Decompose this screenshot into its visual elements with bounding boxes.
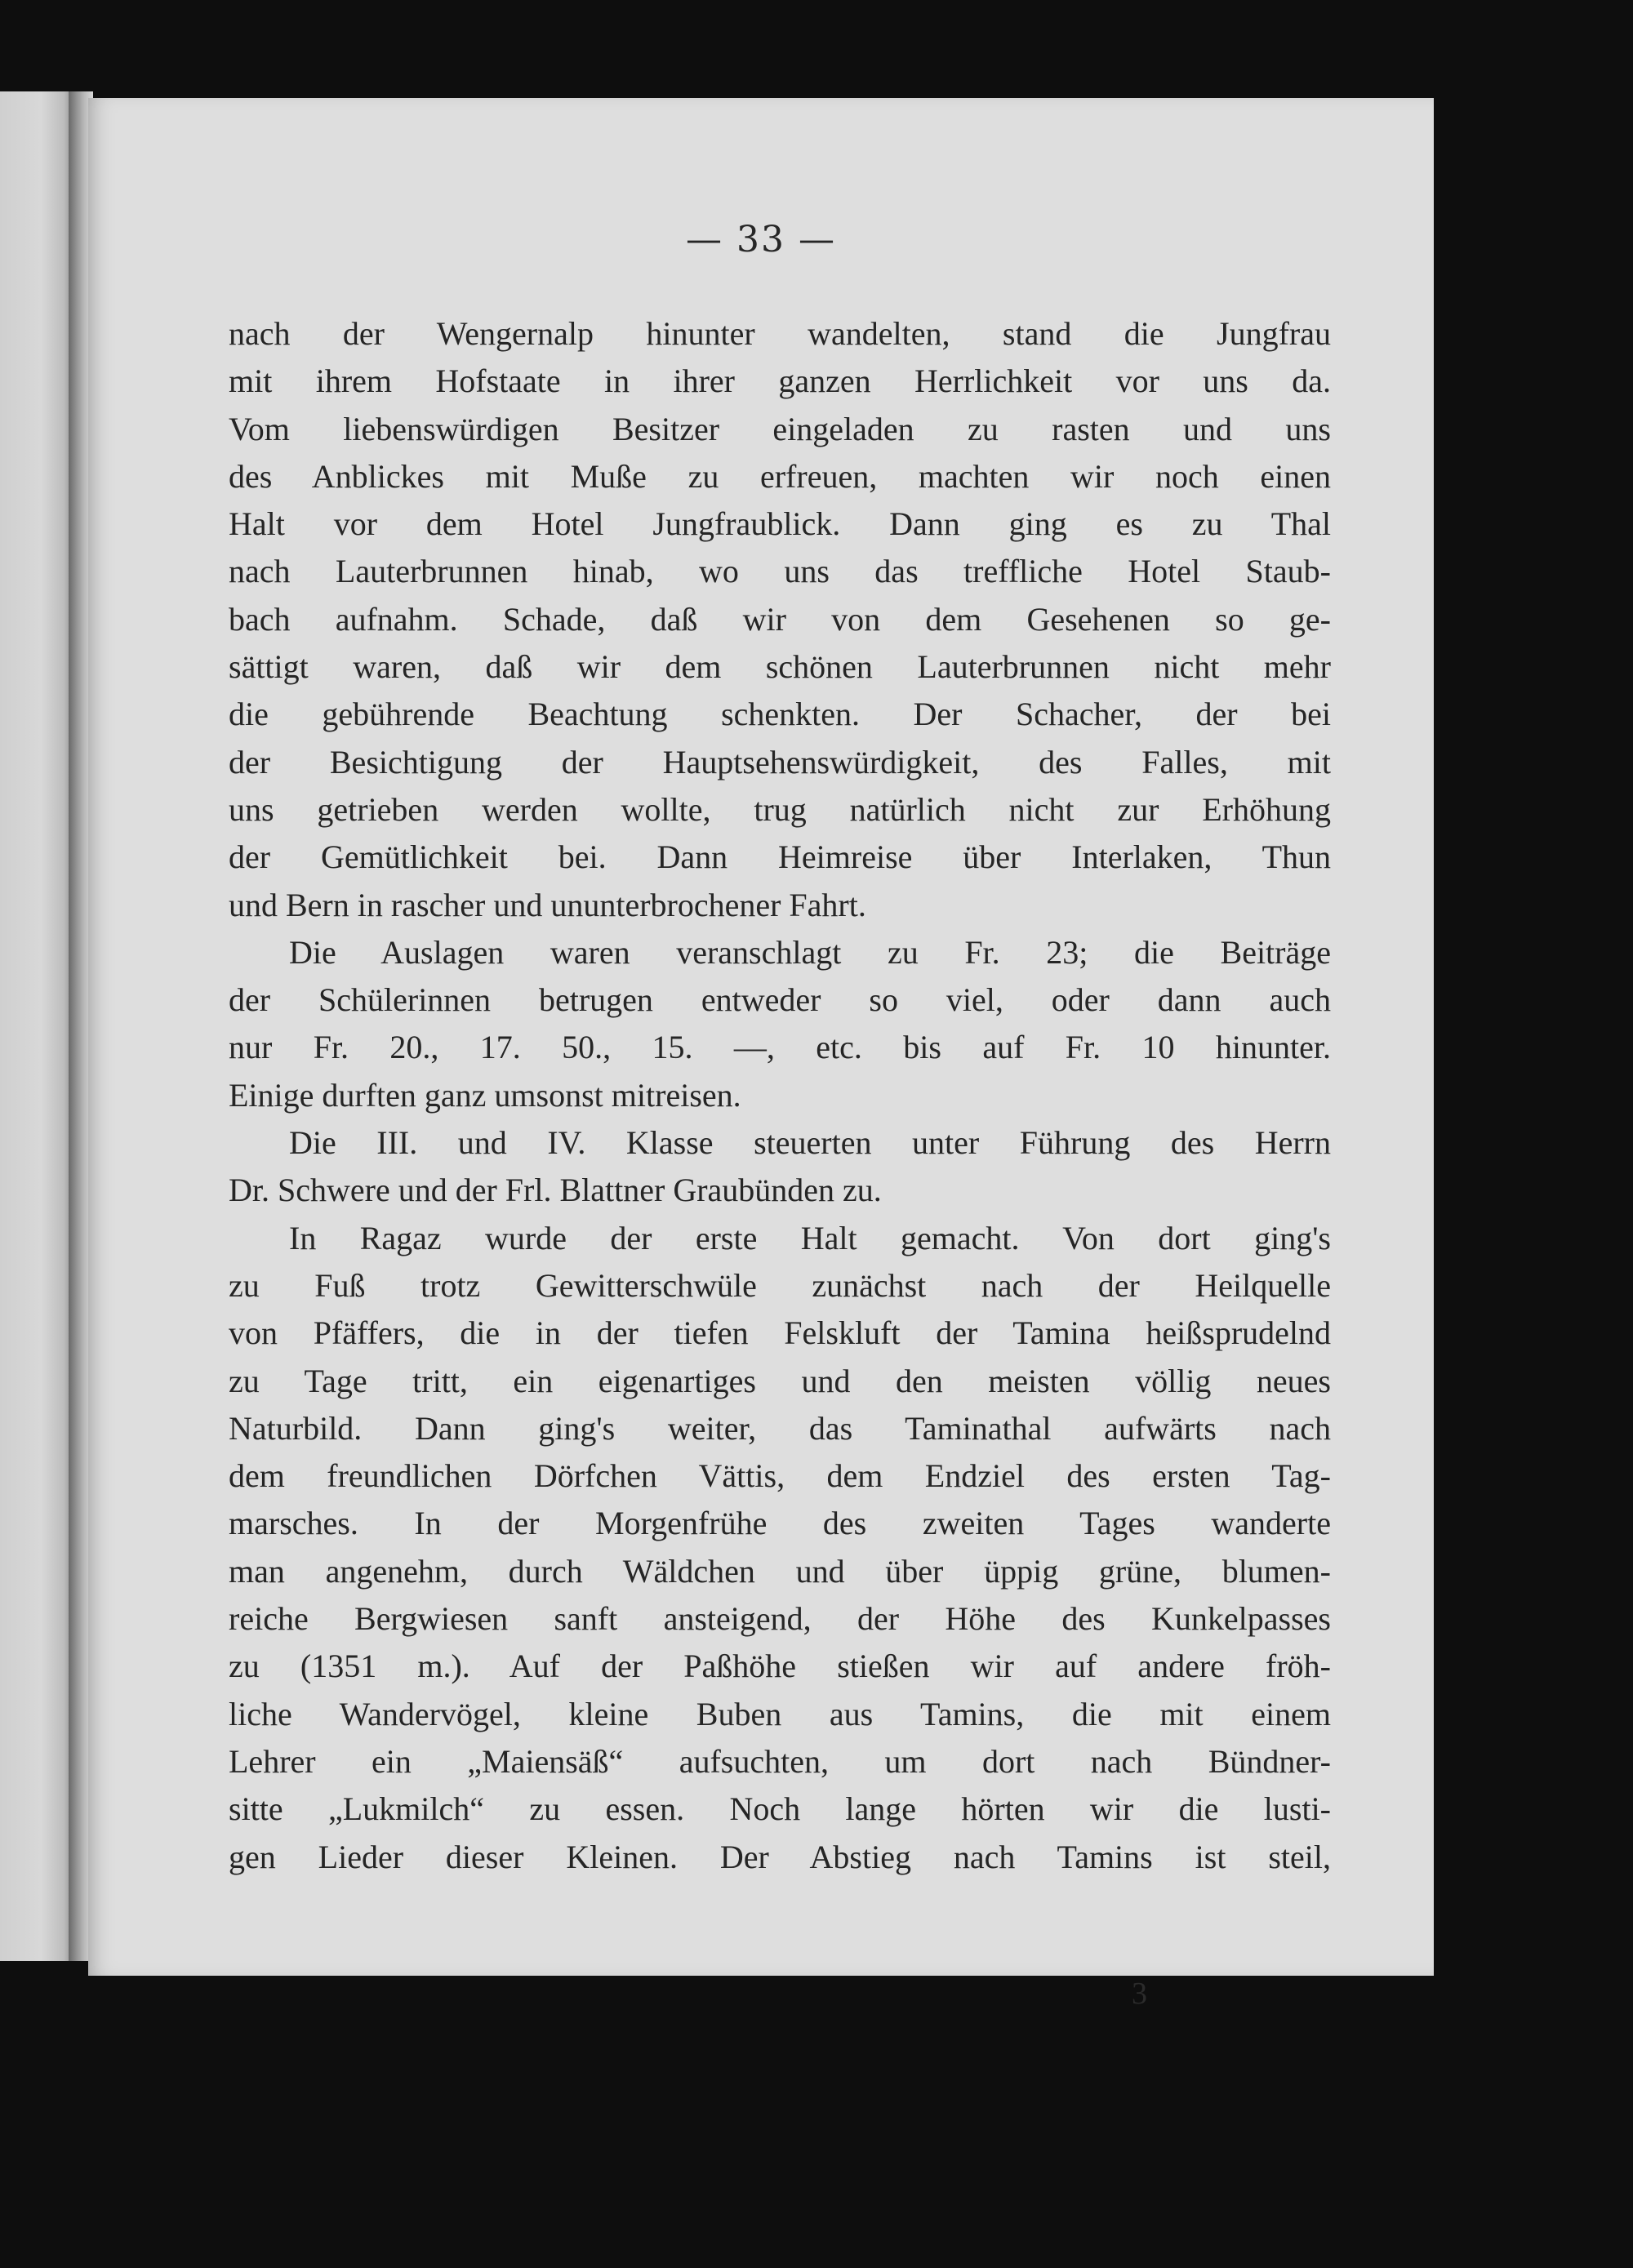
text-line: nach Lauterbrunnen hinab, wo uns das treffliche Hotel Staub- <box>229 553 1331 590</box>
text-line: liche Wandervögel, kleine Buben aus Tamins, die mit einem <box>229 1695 1331 1732</box>
text-line: Die Auslagen waren veranschlagt zu Fr. 23; die Beiträge <box>289 933 1331 971</box>
text-line: nur Fr. 20., 17. 50., 15. —, etc. bis auf Fr. 10 hinunter. <box>229 1029 1331 1066</box>
left-page-edge <box>0 91 75 1961</box>
signature-mark: 3 <box>1132 1977 1147 2011</box>
text-line: Die III. und IV. Klasse steuerten unter Führung des Herrn <box>289 1124 1331 1162</box>
text-line: von Pfäffers, die in der tiefen Felskluft der Tamina heißsprudelnd <box>229 1314 1331 1352</box>
text-line: Einige durften ganz umsonst mitreisen. <box>229 1076 741 1114</box>
body-text <box>229 310 1331 1881</box>
text-line: Dr. Schwere und der Frl. Blattner Graubünden zu. <box>229 1172 882 1209</box>
text-line: dem freundlichen Dörfchen Vättis, dem Endziel des ersten Tag- <box>229 1457 1331 1495</box>
text-line: sitte „Lukmilch“ zu essen. Noch lange hörten wir die lusti- <box>229 1790 1331 1828</box>
text-line: gen Lieder dieser Kleinen. Der Abstieg nach Tamins ist steil, <box>229 1838 1331 1875</box>
text-line: sättigt waren, daß wir dem schönen Lauterbrunnen nicht mehr <box>229 648 1331 686</box>
text-line: Halt vor dem Hotel Jungfraublick. Dann ging es zu Thal <box>229 505 1331 543</box>
text-line: uns getrieben werden wollte, trug natürlich nicht zur Erhöhung <box>229 790 1331 828</box>
text-line: man angenehm, durch Wäldchen und über üppig grüne, blumen- <box>229 1552 1331 1590</box>
text-line: marsches. In der Morgenfrühe des zweiten Tages wanderte <box>229 1505 1331 1542</box>
text-line: Vom liebenswürdigen Besitzer eingeladen zu rasten und uns <box>229 410 1331 447</box>
text-line: und Bern in rascher und ununterbrochener Fahrt. <box>229 886 866 923</box>
text-line: die gebührende Beachtung schenkten. Der Schacher, der bei <box>229 696 1331 733</box>
text-line: der Schülerinnen betrugen entweder so viel, oder dann auch <box>229 981 1331 1019</box>
text-line: In Ragaz wurde der erste Halt gemacht. Von dort ging's <box>289 1219 1331 1256</box>
text-line: bach aufnahm. Schade, daß wir von dem Gesehenen so ge- <box>229 600 1331 638</box>
text-line: reiche Bergwiesen sanft ansteigend, der Höhe des Kunkelpasses <box>229 1600 1331 1638</box>
text-line: des Anblickes mit Muße zu erfreuen, machten wir noch einen <box>229 457 1331 495</box>
text-line: der Besichtigung der Hauptsehenswürdigkeit, des Falles, mit <box>229 743 1331 780</box>
page-number-header: — 33 — <box>686 219 836 260</box>
text-line: der Gemütlichkeit bei. Dann Heimreise über Interlaken, Thun <box>229 838 1331 876</box>
text-line: Naturbild. Dann ging's weiter, das Taminathal aufwärts nach <box>229 1409 1331 1447</box>
text-line: nach der Wengernalp hinunter wandelten, stand die Jungfrau <box>229 315 1331 352</box>
text-line: Lehrer ein „Maiensäß“ aufsuchten, um dort nach Bündner- <box>229 1742 1331 1780</box>
text-line: mit ihrem Hofstaate in ihrer ganzen Herrlichkeit vor uns da. <box>229 362 1331 400</box>
text-line: zu Fuß trotz Gewitterschwüle zunächst nach der Heilquelle <box>229 1266 1331 1304</box>
text-line: zu Tage tritt, ein eigenartiges und den meisten völlig neues <box>229 1362 1331 1399</box>
book-page <box>88 98 1434 2011</box>
text-line: zu (1351 m.). Auf der Paßhöhe stießen wir auf andere fröh- <box>229 1648 1331 1685</box>
